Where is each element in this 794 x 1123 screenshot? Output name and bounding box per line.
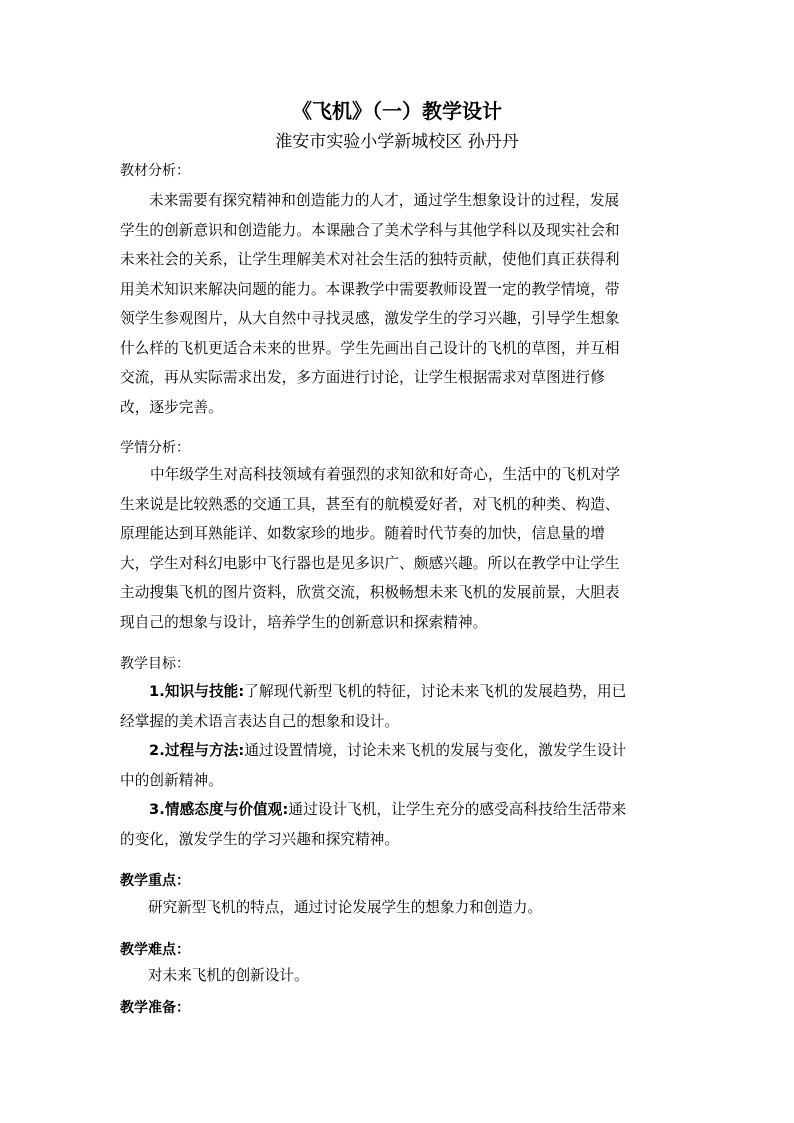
goal-label: 3.情感态度与价值观:	[149, 801, 289, 818]
heading-student-analysis: 学情分析：	[120, 440, 190, 456]
goal-item-first-line	[120, 736, 680, 766]
goal-item-first-line	[120, 677, 680, 707]
goal-item-first-line	[120, 795, 680, 825]
paragraph-line: 未来需要有探究精神和创造能力的人才，通过学生想象设计的过程，发展	[149, 192, 620, 209]
paragraph-line: 中年级学生对高科技领域有着强烈的求知欲和好奇心，生活中的飞机对学	[150, 466, 621, 483]
goal-item-continuation: 的变化，激发学生的学习兴趣和探究精神。	[120, 830, 400, 848]
goal-label: 2.过程与方法:	[149, 742, 245, 759]
paragraph-line: 改，逐步完善。	[120, 398, 223, 416]
heading-key-point: 教学重点：	[120, 873, 190, 889]
paragraph-line: 领学生参观图片，从大自然中寻找灵感，激发学生的学习兴趣，引导学生想象	[120, 310, 620, 327]
material-analysis-paragraph	[120, 186, 680, 422]
heading-preparation: 教学准备：	[120, 1000, 190, 1016]
key-point-text: 研究新型飞机的特点，通过讨论发展学生的想象力和创造力。	[148, 899, 543, 916]
student-analysis-paragraph	[120, 460, 680, 637]
paragraph-line: 用美术知识来解决问题的能力。本课教学中需要教师设置一定的教学情境，带	[120, 280, 620, 298]
heading-teaching-goals: 教学目标：	[120, 656, 190, 672]
teaching-goals-list	[120, 677, 680, 854]
goal-text: 通过设计飞机，让学生充分的感受高科技给生活带来	[288, 801, 627, 818]
author-line: 淮安市实验小学新城校区 孙丹丹	[275, 132, 519, 152]
paragraph-line: 生来说是比较熟悉的交通工具，甚至有的航模爱好者，对飞机的种类、构造、	[120, 495, 620, 513]
heading-difficulty: 教学难点：	[120, 942, 190, 958]
goal-label: 1.知识与技能:	[149, 683, 245, 700]
page-title: 《飞机》（一）教学设计	[292, 99, 502, 123]
goal-item-continuation: 中的创新精神。	[120, 771, 223, 789]
paragraph-line: 主动搜集飞机的图片资料，欣赏交流，积极畅想未来飞机的发展前景，大胆表	[120, 584, 620, 601]
paragraph-line: 现自己的想象与设计，培养学生的创新意识和探索精神。	[120, 613, 488, 631]
difficulty-text: 对未来飞机的创新设计。	[148, 967, 309, 984]
paragraph-line: 未来社会的关系，让学生理解美术对社会生活的独特贡献，使他们真正获得利	[120, 251, 620, 268]
goal-text: 了解现代新型飞机的特征，讨论未来飞机的发展趋势，用已	[244, 683, 627, 700]
paragraph-line: 大，学生对科幻电影中飞行器也是见多识广、颇感兴趣。所以在教学中让学生	[120, 554, 620, 572]
paragraph-line: 什么样的飞机更适合未来的世界。学生先画出自己设计的飞机的草图，并互相	[120, 339, 620, 357]
goal-text: 通过设置情境，讨论未来飞机的发展与变化，激发学生设计	[244, 742, 627, 759]
paragraph-line: 原理能达到耳熟能详、如数家珍的地步。随着时代节奏的加快，信息量的增	[120, 525, 605, 542]
paragraph-line: 学生的创新意识和创造能力。本课融合了美术学科与其他学科以及现实社会和	[120, 221, 620, 239]
heading-material-analysis: 教材分析：	[120, 163, 190, 179]
paragraph-line: 交流，再从实际需求出发，多方面进行讨论，让学生根据需求对草图进行修	[120, 369, 605, 386]
goal-item-continuation: 经掌握的美术语言表达自己的想象和设计。	[120, 712, 400, 730]
